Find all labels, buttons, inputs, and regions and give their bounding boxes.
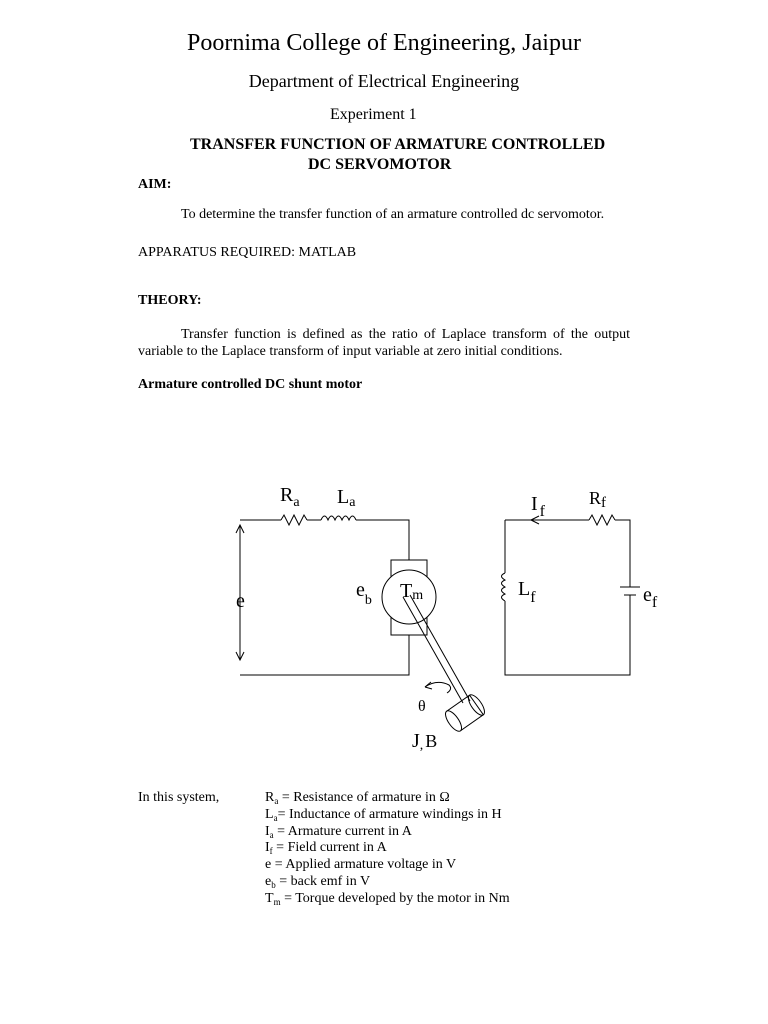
la-label: La [337, 486, 356, 510]
rf-label: Rf [589, 488, 607, 511]
experiment-title-line-1: TRANSFER FUNCTION OF ARMATURE CONTROLLED [190, 136, 606, 153]
legend-item: $L_a=$ Inductance of armature windings in H [265, 806, 502, 823]
if-label: I $_f$ [531, 493, 545, 520]
legend-item: $I_f$ = Field current in A [265, 840, 387, 857]
armature-resistor-icon [281, 515, 307, 525]
legend-intro: In this system, [138, 790, 220, 805]
lf-label: $L_f$ [518, 578, 536, 606]
legend-item: $e_b$ = back emf in V [265, 873, 371, 890]
aim-text: To determine the transfer function of an armature controlled dc servomotor. [181, 207, 605, 222]
armature-inductor-icon [321, 516, 356, 520]
apparatus-text: APPARATUS REQUIRED: MATLAB [138, 245, 357, 260]
ef-label: $e_f$ [643, 584, 658, 611]
theory-line-1: Transfer function is defined as the ratio of Laplace transform of the output [181, 327, 630, 342]
experiment-number: Experiment 1 [330, 106, 417, 123]
field-wire-right [615, 520, 630, 587]
inertia-load-icon [443, 692, 488, 733]
aim-heading: AIM: [138, 177, 172, 192]
field-inductor-icon [502, 573, 506, 601]
theory-line-2: variable to the Laplace transform of input variable at zero initial conditions. [138, 344, 563, 359]
motor-shaft [410, 595, 470, 701]
legend-item: $R_a$ = Resistance of armature in Ω [265, 790, 450, 806]
armature-wire-top-right [356, 520, 409, 560]
motor-subheading: Armature controlled DC shunt motor [138, 377, 363, 392]
college-name: Poornima College of Engineering, Jaipur [187, 30, 581, 56]
legend-item: $I_a$ = Armature current in A [265, 823, 412, 840]
jb-label: J, B [412, 730, 438, 753]
department-name: Department of Electrical Engineering [248, 71, 520, 91]
legend-item: $T_m$ = Torque developed by the motor in Nm [265, 890, 510, 907]
eb-label: $e_b$ [356, 579, 372, 608]
armature-wire-bottom [240, 635, 409, 675]
theory-heading: THEORY: [138, 293, 202, 308]
experiment-title-line-2: DC SERVOMOTOR [308, 156, 452, 173]
legend-item: e = Applied armature voltage in V [265, 857, 457, 873]
field-wire-right-lower [505, 595, 630, 675]
motor-shaft [403, 597, 463, 703]
tm-label: Tm [400, 580, 424, 603]
theta-label: θ [418, 698, 426, 715]
circuit-diagram [225, 475, 685, 760]
symbol-legend [265, 790, 510, 908]
e-label: e [236, 590, 245, 612]
ra-label: $R_a$ [280, 484, 300, 510]
field-resistor-icon [589, 515, 615, 525]
